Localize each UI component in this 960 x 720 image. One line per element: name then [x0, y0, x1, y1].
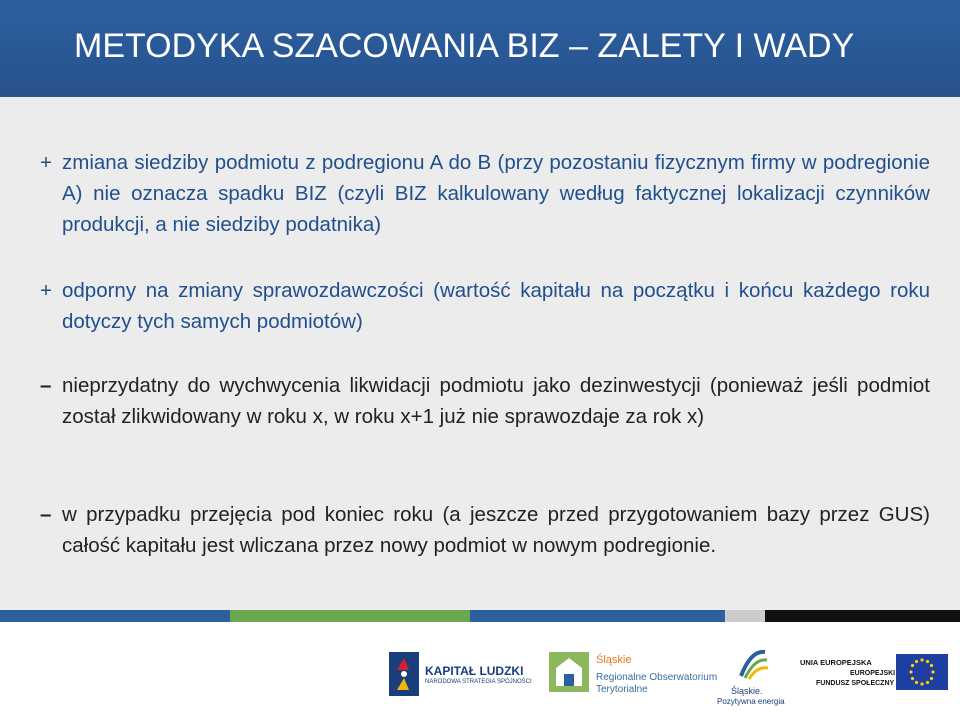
minus-marker: –: [40, 503, 52, 526]
logo3-line1: Śląskie.: [731, 686, 763, 696]
logo1-subtitle: NARODOWA STRATEGIA SPÓJNOŚCI: [425, 679, 532, 685]
bullet-point-4: [40, 499, 930, 561]
stripe-segment: [725, 610, 765, 622]
plus-marker: +: [40, 151, 52, 174]
logo4-line1: UNIA EUROPEJSKA: [800, 658, 872, 667]
bullet-point-2: [40, 275, 930, 337]
slide-header: [0, 0, 960, 97]
logo1-title: KAPITAŁ LUDZKI: [425, 664, 524, 678]
obserwatorium-icon: [548, 650, 590, 694]
minus-marker: –: [40, 374, 52, 397]
logo4-line3: FUNDUSZ SPOŁECZNY: [816, 680, 895, 687]
bullet-text: nieprzydatny do wychwycenia likwidacji podmiotu jako dezinwestycji (ponieważ jeśli podmiot został zlikwidowany w roku x, w roku x+1 już nie sprawozdaje za rok x): [62, 374, 930, 428]
logo4-line2: EUROPEJSKI: [850, 670, 896, 677]
bullet-text: odporny na zmiany sprawozdawczości (wartość kapitału na początku i końcu każdego roku dotyczy tych samych podmiotów): [62, 279, 930, 333]
logo2-region: Śląskie: [596, 654, 632, 666]
logo2-line3: Terytorialne: [596, 684, 648, 695]
kapital-ludzki-logo: [387, 650, 537, 700]
slaskie-swirl-icon: [735, 646, 771, 682]
bullet-point-1: [40, 147, 930, 240]
plus-marker: +: [40, 279, 52, 302]
bullet-text: zmiana siedziby podmiotu z podregionu A do B (przy pozostaniu fizycznym firmy w podregionie A) nie oznacza spadku BIZ (czyli BIZ kalkulowany według faktycznej lokalizacji czynników produkcji, a nie siedziby podatnika): [62, 151, 930, 236]
footer: [0, 622, 960, 720]
color-stripe: [0, 610, 960, 622]
kapital-ludzki-icon: [387, 650, 421, 698]
stripe-segment: [765, 610, 960, 622]
eu-flag-icon: [896, 654, 948, 690]
stripe-segment: [0, 610, 230, 622]
obserwatorium-logo: [548, 650, 718, 700]
slaskie-logo: [715, 644, 795, 714]
bullet-text: w przypadku przejęcia pod koniec roku (a jeszcze przed przygotowaniem bazy przez GUS) całość kapitału jest wliczana przez nowy podmiot w nowym podregionie.: [62, 503, 930, 557]
slide-title: METODYKA SZACOWANIA BIZ – ZALETY I WADY: [74, 27, 855, 65]
stripe-segment: [230, 610, 470, 622]
bullet-point-3: [40, 370, 930, 432]
stripe-segment: [470, 610, 725, 622]
logo3-line2: Pozytywna energia: [717, 697, 785, 706]
logo2-line2: Regionalne Obserwatorium: [596, 672, 718, 683]
eu-efs-logo: [800, 652, 950, 698]
